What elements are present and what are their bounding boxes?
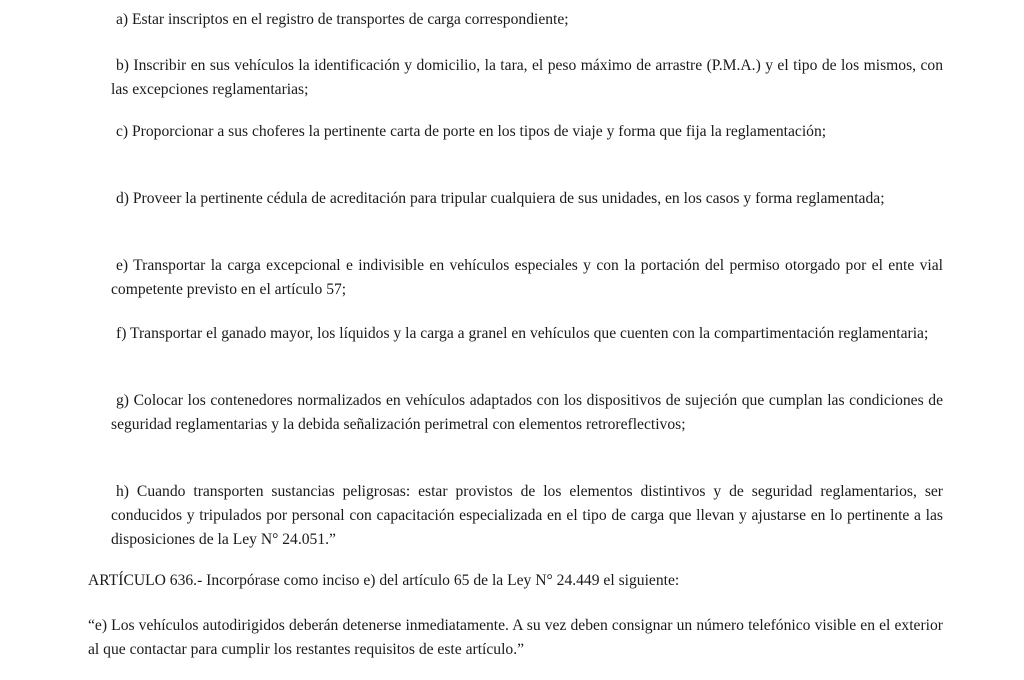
article-quote: “e) Los vehículos autodirigidos deberán detenerse inmediatamente. A su vez deben consignar un número telefónico visible en el exterior al que contactar para cumplir los restantes requisitos de este artículo.” — [88, 617, 943, 658]
article-heading: ARTÍCULO 636.- Incorpórase como inciso e) del artículo 65 de la Ley N° 24.449 el siguiente: — [88, 572, 680, 589]
list-item-d: d) Proveer la pertinente cédula de acreditación para tripular cualquiera de sus unidades, en los casos y forma reglamentada; — [116, 190, 885, 207]
list-item-a: a) Estar inscriptos en el registro de transportes de carga correspondiente; — [116, 11, 569, 28]
list-item-c: c) Proporcionar a sus choferes la pertinente carta de porte en los tipos de viaje y forma que fija la reglamentación; — [116, 123, 827, 140]
list-item-h: h) Cuando transporten sustancias peligrosas: estar provistos de los elementos distintivos y de seguridad reglamentarios, ser conducidos y tripulados por personal con capacitación especializada en el tipo de carga que llevan y ajustarse en lo pertinente a las disposiciones de la Ley N° 24.051.” — [111, 483, 943, 548]
list-item-g: g) Colocar los contenedores normalizados en vehículos adaptados con los dispositivos de sujeción que cumplan las condiciones de seguridad reglamentarias y la debida señalización perimetral con elementos retroreflectivos; — [111, 392, 943, 433]
list-item-e: e) Transportar la carga excepcional e indivisible en vehículos especiales y con la portación del permiso otorgado por el ente vial competente previsto en el artículo 57; — [111, 257, 943, 298]
list-item-f: f) Transportar el ganado mayor, los líquidos y la carga a granel en vehículos que cuenten con la compartimentación reglamentaria; — [116, 325, 929, 342]
list-item-b: b) Inscribir en sus vehículos la identificación y domicilio, la tara, el peso máximo de arrastre (P.M.A.) y el tipo de los mismos, con las excepciones reglamentarias; — [111, 57, 943, 98]
